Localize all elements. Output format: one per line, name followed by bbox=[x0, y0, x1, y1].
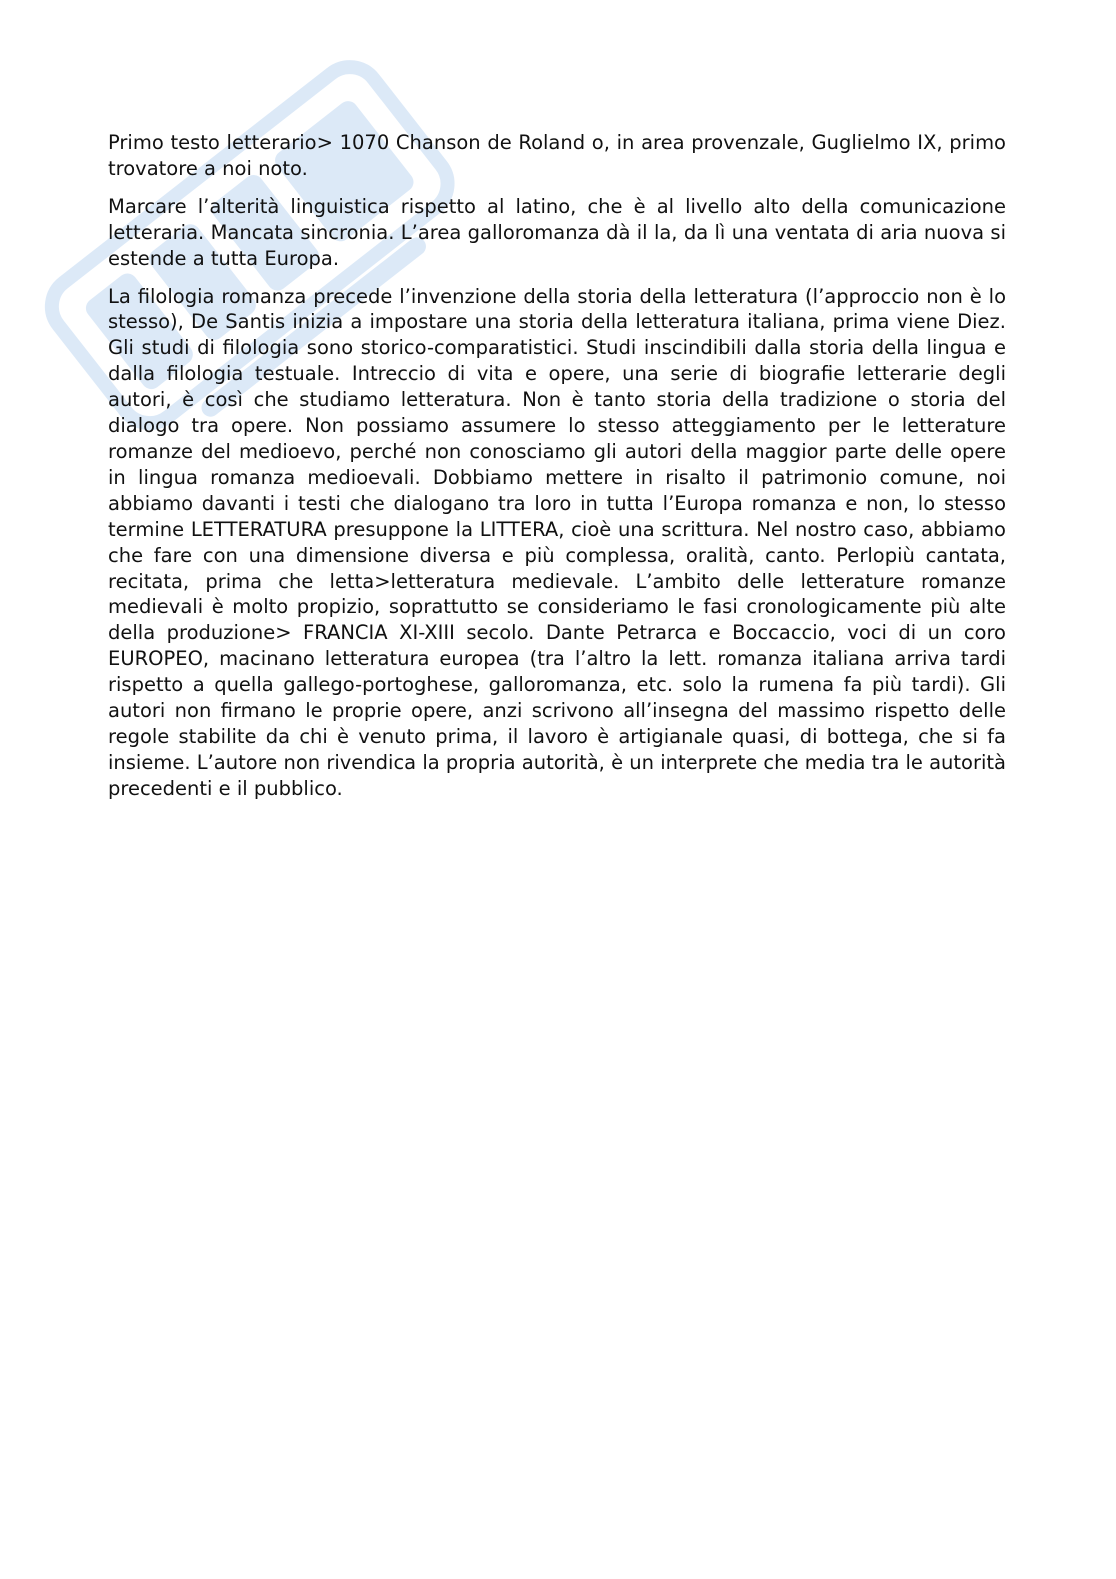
document-body bbox=[108, 130, 1006, 814]
paragraph: La filologia romanza precede l’invenzione della storia della letteratura (l’approccio non è lo stesso), De Santis inizia a impostare una storia della letteratura italiana, prima viene Diez. Gli studi di filologia sono storico-comparatistici. Studi inscindibili dalla storia della lingua e dalla filologia testuale. Intreccio di vita e opere, una serie di biografie letterarie degli autori, è così che studiamo letteratura. Non è tanto storia della tradizione o storia del dialogo tra opere. Non possiamo assumere lo stesso atteggiamento per le letterature romanze del medioevo, perché non conosciamo gli autori della maggior parte delle opere in lingua romanza medioevali. Dobbiamo mettere in risalto il patrimonio comune, noi abbiamo davanti i testi che dialogano tra loro in tutta l’Europa romanza e non, lo stesso termine LETTERATURA presuppone la LITTERA, cioè una scrittura. Nel nostro caso, abbiamo che fare con una dimensione diversa e più complessa, oralità, canto. Perlopiù cantata, recitata, prima che letta>letteratura medievale. L’ambito delle letterature romanze medievali è molto propizio, soprattutto se consideriamo le fasi cronologicamente più alte della produzione> FRANCIA XI-XIII secolo. Dante Petrarca e Boccaccio, voci di un coro EUROPEO, macinano letteratura europea (tra l’altro la lett. romanza italiana arriva tardi rispetto a quella gallego-portoghese, galloromanza, etc. solo la rumena fa più tardi). Gli autori non firmano le proprie opere, anzi scrivono all’insegna del massimo rispetto delle regole stabilite da chi è venuto prima, il lavoro è artigianale quasi, di bottega, che si fa insieme. L’autore non rivendica la propria autorità, è un interprete che media tra le autorità precedenti e il pubblico. bbox=[108, 284, 1006, 800]
paragraph: Primo testo letterario> 1070 Chanson de Roland o, in area provenzale, Guglielmo IX, primo trovatore a noi noto. bbox=[108, 131, 1006, 180]
paragraph: Marcare l’alterità linguistica rispetto al latino, che è al livello alto della comunicazione letteraria. Mancata sincronia. L’area galloromanza dà il la, da lì una ventata di aria nuova si estende a tutta Europa. bbox=[108, 194, 1006, 270]
